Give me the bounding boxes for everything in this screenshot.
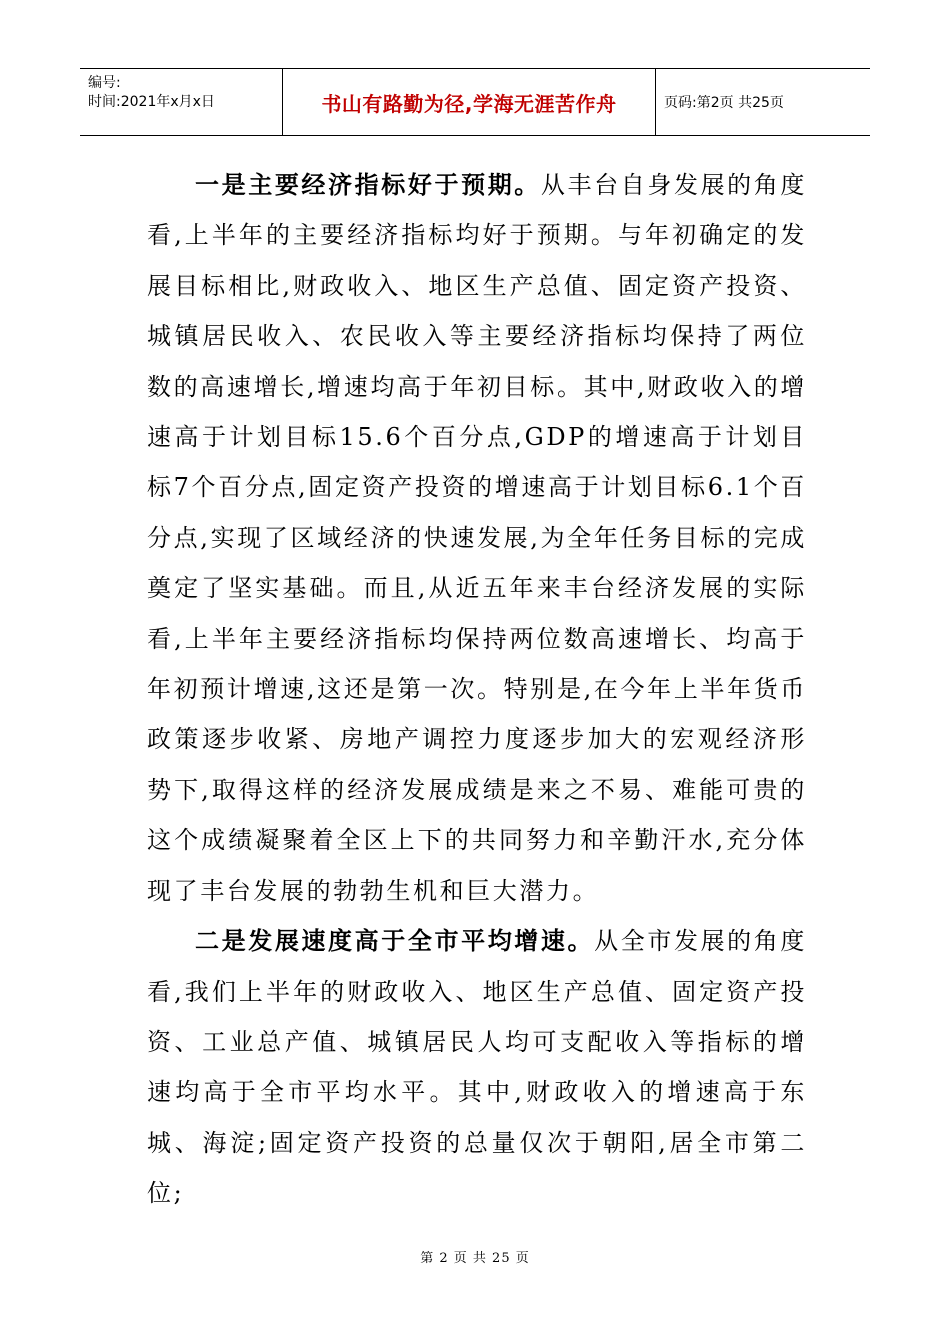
header-motto: 书山有路勤为径,学海无涯苦作舟 — [283, 69, 656, 135]
time-label: 时间:2021年x月x日 — [88, 94, 215, 110]
number-label: 编号: — [88, 75, 121, 91]
document-body — [147, 160, 807, 1219]
paragraph-2 — [147, 916, 807, 1218]
paragraph-text: 从全市发展的角度看,我们上半年的财政收入、地区生产总值、固定资产投资、工业总产值、城镇居民人均可支配收入等指标的增速均高于全市平均水平。其中,财政收入的增速高于东城、海淀;固定资产投资的总量仅次于朝阳,居全市第二位; — [147, 927, 807, 1208]
page-header — [80, 68, 870, 136]
paragraph-1 — [147, 160, 807, 916]
header-page-info: 页码:第2页 共25页 — [664, 95, 784, 111]
page-footer: 第 2 页 共 25 页 — [420, 1251, 530, 1266]
paragraph-text: 从丰台自身发展的角度看,上半年的主要经济指标均好于预期。与年初确定的发展目标相比,财政收入、地区生产总值、固定资产投资、城镇居民收入、农民收入等主要经济指标均保持了两位数的高速增长,增速均高于年初目标。其中,财政收入的增速高于计划目标15.6个百分点,GDP的增速高于计划目标7个百分点,固定资产投资的增速高于计划目标6.1个百分点,实现了区域经济的快速发展,为全年任务目标的完成奠定了坚实基础。而且,从近五年来丰台经济发展的实际看,上半年主要经济指标均保持两位数高速增长、均高于年初预计增速,这还是第一次。特别是,在今年上半年货币政策逐步收紧、房地产调控力度逐步加大的宏观经济形势下,取得这样的经济发展成绩是来之不易、难能可贵的这个成绩凝聚着全区上下的共同努力和辛勤汗水,充分体现了丰台发展的勃勃生机和巨大潜力。 — [147, 171, 807, 905]
paragraph-lead: 一是主要经济指标好于预期。 — [195, 170, 541, 199]
header-meta — [80, 69, 283, 135]
paragraph-lead: 二是发展速度高于全市平均增速。 — [195, 926, 595, 956]
